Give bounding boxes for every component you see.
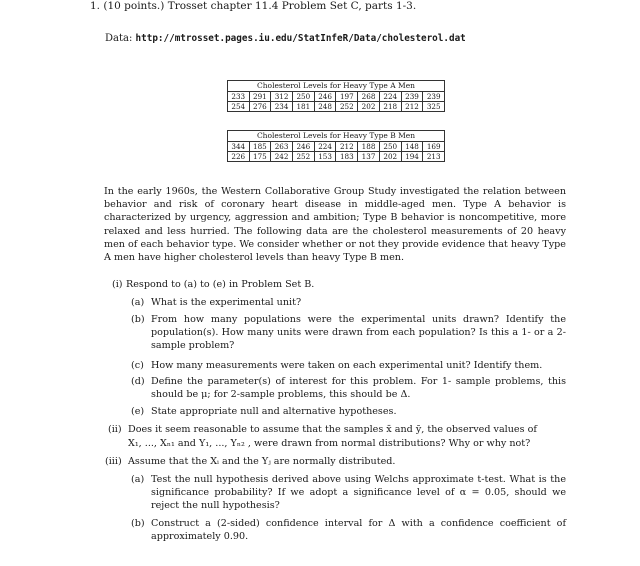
part-iii-a-text: Test the null hypothesis derived above using Welchs approximate t-test. What is the significance probability? If we adopt a significance level of α = 0.05, should we reject the null hypothesis? bbox=[151, 474, 566, 511]
table-row bbox=[228, 152, 444, 162]
table-cell: 252 bbox=[292, 152, 314, 162]
table-cell: 233 bbox=[228, 92, 249, 102]
data-label: Data: bbox=[105, 33, 133, 44]
problem-heading: 1. (10 points.) Trosset chapter 11.4 Problem Set C, parts 1-3. bbox=[90, 0, 417, 12]
part-ii-line1: Does it seem reasonable to assume that the samples x̄ and ȳ, the observed values of bbox=[128, 424, 537, 435]
table-row bbox=[228, 92, 444, 102]
data-line bbox=[105, 33, 466, 45]
part-i-b-label: (b) bbox=[131, 314, 145, 325]
table-cell: 246 bbox=[314, 92, 336, 102]
table-cell: 276 bbox=[249, 102, 271, 112]
table-cell: 246 bbox=[292, 142, 314, 152]
table-cell: 224 bbox=[314, 142, 336, 152]
table-cell: 242 bbox=[271, 152, 293, 162]
part-i-b-text: From how many populations were the experimental units drawn? Identify the population(s). How many units were drawn from each population? Is this a 1- or a 2-sample problem? bbox=[151, 314, 566, 351]
part-iii-label: (iii) bbox=[105, 456, 122, 467]
intro-paragraph: In the early 1960s, the Western Collaborative Group Study investigated the relation between behavior and risk of coronary heart disease in middle-aged men. Type A behavior is characterized by urgency, aggression and ambition; Type B behavior is noncompetitive, more relaxed and less hurried. The following data are the cholesterol measurements of 20 heavy men of each behavior type. We consider whether or not they provide evidence that heavy Type A men have higher cholesterol levels than heavy Type B men. bbox=[104, 186, 566, 264]
table-type-a-title: Cholesterol Levels for Heavy Type A Men bbox=[228, 81, 444, 92]
part-iii-b-label: (b) bbox=[131, 518, 145, 529]
table-cell: 185 bbox=[249, 142, 271, 152]
table-row bbox=[228, 102, 444, 112]
table-cell: 194 bbox=[401, 152, 423, 162]
table-cell: 202 bbox=[358, 102, 380, 112]
part-i-a-text: What is the experimental unit? bbox=[151, 297, 302, 308]
table-cell: 224 bbox=[379, 92, 401, 102]
table-type-b-title: Cholesterol Levels for Heavy Type B Men bbox=[228, 131, 444, 142]
table-cell: 202 bbox=[379, 152, 401, 162]
table-cell: 212 bbox=[401, 102, 423, 112]
table-cell: 213 bbox=[423, 152, 444, 162]
part-ii-label: (ii) bbox=[108, 424, 122, 435]
part-i-c-label: (c) bbox=[131, 360, 144, 371]
table-cell: 181 bbox=[292, 102, 314, 112]
table-type-a bbox=[227, 80, 445, 112]
table-cell: 250 bbox=[379, 142, 401, 152]
table-cell: 169 bbox=[423, 142, 444, 152]
table-cell: 344 bbox=[228, 142, 249, 152]
table-cell: 175 bbox=[249, 152, 271, 162]
table-cell: 263 bbox=[271, 142, 293, 152]
table-cell: 239 bbox=[423, 92, 444, 102]
table-cell: 312 bbox=[271, 92, 293, 102]
table-cell: 148 bbox=[401, 142, 423, 152]
table-cell: 226 bbox=[231, 152, 246, 161]
part-i-d-text: Define the parameter(s) of interest for this problem. For 1- sample problems, this should be μ; for 2-sample problems, this should be Δ. bbox=[151, 376, 566, 400]
table-cell: 291 bbox=[249, 92, 271, 102]
part-iii-text: Assume that the Xᵢ and the Yⱼ are normally distributed. bbox=[128, 456, 396, 467]
part-i-a-label: (a) bbox=[131, 297, 145, 308]
table-cell: 248 bbox=[314, 102, 336, 112]
data-url-link[interactable]: http://mtrosset.pages.iu.edu/StatInfeR/Data/cholesterol.dat bbox=[135, 33, 466, 44]
table-cell: 197 bbox=[336, 92, 358, 102]
table-cell: 268 bbox=[358, 92, 380, 102]
table-cell: 239 bbox=[401, 92, 423, 102]
table-cell: 188 bbox=[358, 142, 380, 152]
table-cell: 212 bbox=[336, 142, 358, 152]
part-iii-a-label: (a) bbox=[131, 474, 145, 485]
table-type-b bbox=[227, 130, 445, 162]
part-i-e-text: State appropriate null and alternative hypotheses. bbox=[151, 406, 397, 417]
table-row bbox=[228, 142, 444, 152]
part-i-text: Respond to (a) to (e) in Problem Set B. bbox=[126, 279, 315, 290]
table-cell: 252 bbox=[336, 102, 358, 112]
part-ii-line2: X₁, ..., Xₙ₁ and Y₁, ..., Yₙ₂ , were drawn from normal distributions? Why or why not? bbox=[128, 438, 531, 449]
part-i-e-label: (e) bbox=[131, 406, 145, 417]
part-i-c-text: How many measurements were taken on each experimental unit? Identify them. bbox=[151, 360, 543, 371]
table-type-b-values bbox=[228, 142, 444, 161]
table-cell: 325 bbox=[423, 102, 444, 112]
table-cell: 250 bbox=[292, 92, 314, 102]
table-cell: 254 bbox=[231, 102, 246, 111]
table-cell: 153 bbox=[314, 152, 336, 162]
table-cell: 234 bbox=[271, 102, 293, 112]
table-cell: 218 bbox=[379, 102, 401, 112]
part-iii-b-text: Construct a (2-sided) confidence interval for Δ with a confidence coefficient of approximately 0.90. bbox=[151, 518, 566, 542]
part-i-label: (i) bbox=[112, 279, 123, 290]
table-cell: 183 bbox=[336, 152, 358, 162]
table-cell: 137 bbox=[358, 152, 380, 162]
part-i-d-label: (d) bbox=[131, 376, 145, 387]
table-type-a-values bbox=[228, 92, 444, 111]
